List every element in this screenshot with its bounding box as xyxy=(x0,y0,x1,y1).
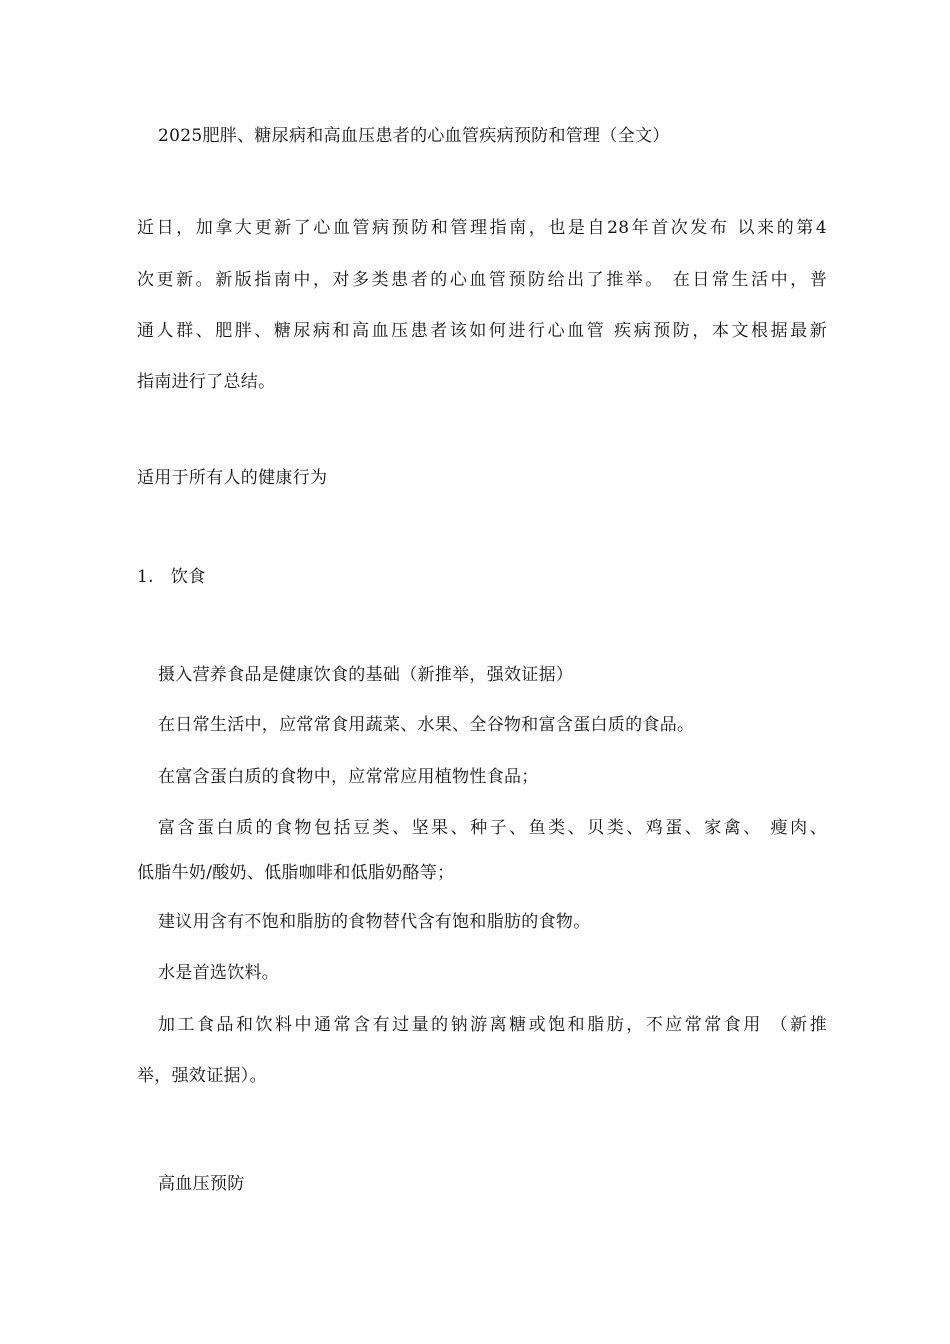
intro-line-3: 通人群、肥胖、糖尿病和高血压患者该如何进行心血管 疾病预防，本文根据最新 xyxy=(137,321,827,341)
diet-paragraph-5: 建议用含有不饱和脂肪的食物替代含有饱和脂肪的食物。 xyxy=(158,912,591,932)
diet-paragraph-4-line-1: 富含蛋白质的食物包括豆类、坚果、种子、鱼类、贝类、鸡蛋、家禽、 瘦肉、 xyxy=(158,818,827,838)
diet-paragraph-7-line-2: 举，强效证据）。 xyxy=(137,1066,267,1086)
hypertension-heading: 高血压预防 xyxy=(158,1174,245,1194)
diet-paragraph-3: 在富含蛋白质的食物中，应常常应用植物性食品； xyxy=(158,767,539,787)
diet-paragraph-2: 在日常生活中，应常常食用蔬菜、水果、全谷物和富含蛋白质的食品。 xyxy=(158,715,695,735)
diet-paragraph-1: 摄入营养食品是健康饮食的基础（新推举，强效证据） xyxy=(158,665,574,685)
intro-line-4: 指南进行了总结。 xyxy=(137,372,276,392)
diet-paragraph-7-line-1: 加工食品和饮料中通常含有过量的钠游离糖或饱和脂肪，不应常常食用 （新推 xyxy=(158,1015,827,1035)
section-heading: 适用于所有人的健康行为 xyxy=(137,468,328,488)
diet-paragraph-4-line-2: 低脂牛奶/酸奶、低脂咖啡和低脂奶酪等； xyxy=(137,863,455,883)
document-title: 2025肥胖、糖尿病和高血压患者的心血管疾病预防和管理（全文） xyxy=(158,126,670,146)
diet-paragraph-6: 水是首选饮料。 xyxy=(158,963,280,983)
subsection-heading: 1. 饮食 xyxy=(137,567,206,587)
intro-line-2: 次更新。新版指南中，对多类患者的心血管预防给出了推举。 在日常生活中，普 xyxy=(137,270,827,290)
intro-line-1: 近日，加拿大更新了心血管病预防和管理指南，也是自28年首次发布 以来的第4 xyxy=(137,218,827,238)
